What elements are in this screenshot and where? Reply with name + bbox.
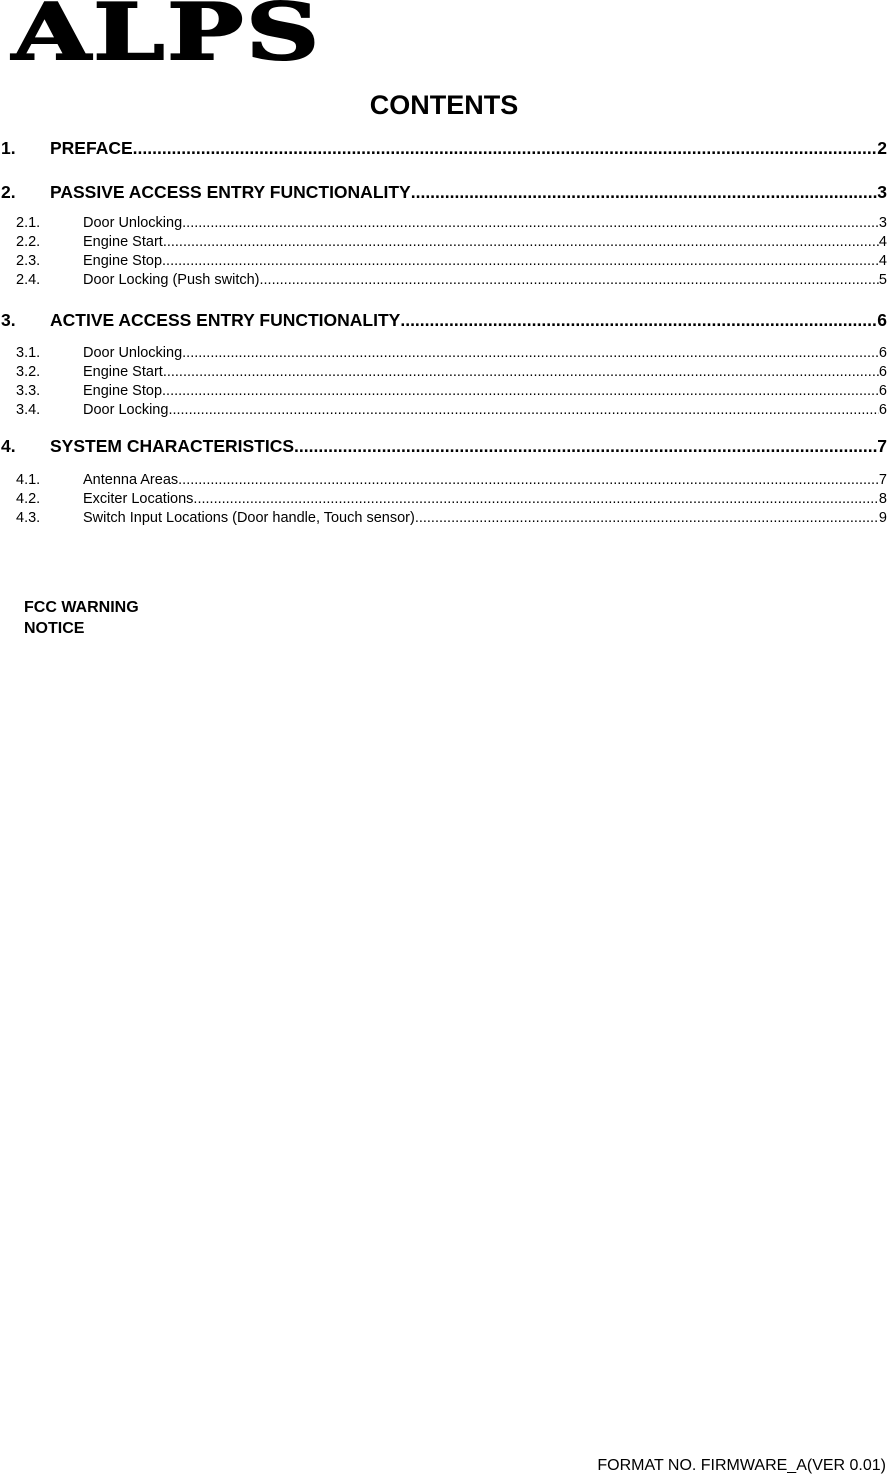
toc-dot-leader (193, 491, 879, 508)
toc-entry-3-1[interactable] (0, 345, 888, 362)
toc-entry-title: Engine Start (83, 234, 163, 250)
toc-entry-title: Engine Stop (83, 253, 163, 269)
toc-entry-title: Switch Input Locations (Door handle, Touch sensor) (83, 510, 415, 526)
toc-entry-page: 9 (878, 510, 887, 526)
alps-logo: ALPS (12, 0, 322, 78)
toc-entry-3-3[interactable] (0, 383, 888, 400)
toc-entry-number: 1. (1, 138, 16, 158)
toc-entry-page: 6 (877, 310, 887, 330)
toc-entry-number: 4.3. (16, 510, 41, 526)
toc-entry-page: 4 (878, 253, 887, 269)
toc-entry-4[interactable] (0, 435, 888, 457)
toc-dot-leader (162, 383, 879, 400)
toc-dot-leader (163, 364, 879, 381)
toc-entry-page: 3 (878, 215, 887, 231)
toc-entry-number: 3. (1, 310, 16, 330)
toc-entry-2-2[interactable] (0, 234, 888, 251)
toc-entry-title: SYSTEM CHARACTERISTICS (50, 436, 295, 456)
toc-entry-number: 4.1. (16, 472, 41, 488)
format-number-footer: FORMAT NO. FIRMWARE_A(VER 0.01) (597, 1457, 886, 1474)
toc-dot-leader (168, 402, 878, 419)
toc-entry-number: 3.1. (16, 345, 41, 361)
toc-entry-title: Door Unlocking (83, 215, 183, 231)
toc-entry-4-1[interactable] (0, 472, 888, 489)
toc-entry-page: 6 (878, 345, 887, 361)
toc-entry-title: PREFACE (50, 138, 133, 158)
toc-dot-leader (182, 215, 879, 232)
toc-dot-leader (400, 309, 877, 331)
page-title: CONTENTS (369, 90, 519, 120)
toc-entry-title: Engine Stop (83, 383, 163, 399)
toc-entry-title: Door Locking (83, 402, 169, 418)
toc-entry-4-3[interactable] (0, 510, 888, 527)
toc-entry-4-2[interactable] (0, 491, 888, 508)
toc-entry-title: ACTIVE ACCESS ENTRY FUNCTIONALITY (50, 310, 401, 330)
toc-entry-2-3[interactable] (0, 253, 888, 270)
toc-dot-leader (162, 253, 879, 270)
toc-entry-page: 3 (877, 182, 887, 202)
toc-entry-number: 2.2. (16, 234, 41, 250)
toc-dot-leader (260, 272, 879, 289)
toc-entry-number: 2.4. (16, 272, 41, 288)
toc-dot-leader (178, 472, 879, 489)
toc-entry-title: PASSIVE ACCESS ENTRY FUNCTIONALITY (50, 182, 411, 202)
toc-entry-1[interactable] (0, 137, 888, 159)
toc-entry-page: 2 (877, 138, 887, 158)
toc-dot-leader (415, 510, 879, 527)
toc-dot-leader (182, 345, 879, 362)
toc-entry-number: 2.3. (16, 253, 41, 269)
toc-entry-title: Engine Start (83, 364, 163, 380)
toc-entry-number: 3.3. (16, 383, 41, 399)
toc-entry-page: 6 (878, 383, 887, 399)
toc-entry-number: 2. (1, 182, 16, 202)
toc-entry-page: 7 (878, 472, 887, 488)
toc-entry-3[interactable] (0, 309, 888, 331)
toc-entry-number: 4.2. (16, 491, 41, 507)
toc-entry-number: 3.4. (16, 402, 41, 418)
toc-dot-leader (411, 181, 878, 203)
toc-entry-page: 5 (878, 272, 887, 288)
toc-entry-number: 3.2. (16, 364, 41, 380)
toc-entry-title: Door Unlocking (83, 345, 183, 361)
toc-entry-title: Antenna Areas (83, 472, 179, 488)
toc-entry-number: 4. (1, 436, 16, 456)
toc-entry-3-4[interactable] (0, 402, 888, 419)
toc-entry-3-2[interactable] (0, 364, 888, 381)
toc-dot-leader (163, 234, 879, 251)
toc-entry-title: Door Locking (Push switch) (83, 272, 260, 288)
toc-entry-2-4[interactable] (0, 272, 888, 289)
toc-entry-page: 7 (877, 436, 887, 456)
toc-dot-leader (294, 435, 877, 457)
toc-entry-page: 6 (878, 364, 887, 380)
toc-entry-page: 8 (878, 491, 887, 507)
toc-entry-2[interactable] (0, 181, 888, 203)
toc-entry-2-1[interactable] (0, 215, 888, 232)
toc-entry-page: 4 (878, 234, 887, 250)
toc-entry-title: Exciter Locations (83, 491, 194, 507)
toc-dot-leader (133, 137, 878, 159)
fcc-warning-notice: FCC WARNING NOTICE (24, 599, 139, 637)
toc-entry-number: 2.1. (16, 215, 41, 231)
toc-entry-page: 6 (878, 402, 887, 418)
